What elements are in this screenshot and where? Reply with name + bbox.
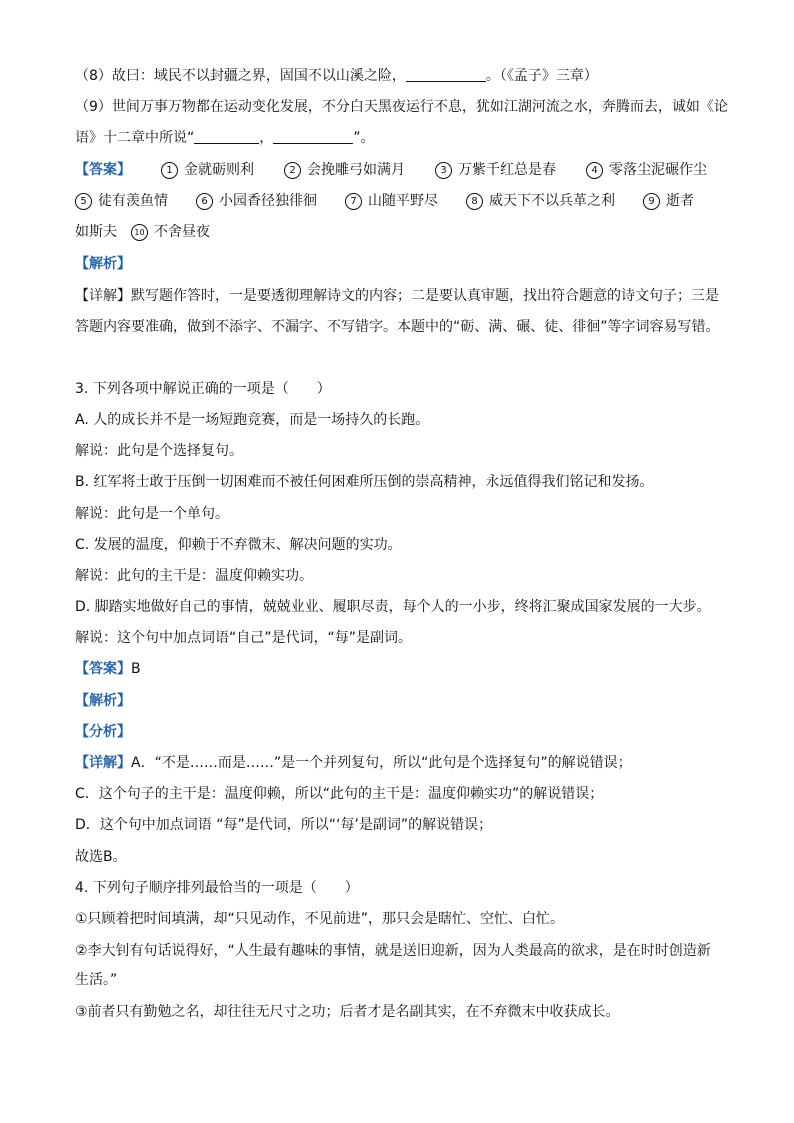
detail-tag: 【详解】 bbox=[75, 755, 131, 771]
q3-option-b-note: 解说：此句是一个单句。 bbox=[75, 506, 229, 522]
answer-text: 零落尘泥碾作尘 bbox=[609, 162, 707, 178]
answer-value: B bbox=[131, 661, 141, 677]
answer-item bbox=[345, 191, 438, 211]
q3-option-c: C. 发展的温度，仰赖于不弃微末、解决问题的实功。 bbox=[75, 537, 402, 553]
answer-item bbox=[435, 160, 556, 180]
q4-sentence-2-line1: ②李大钊有句话说得好，“人生最有趣味的事情，就是送旧迎新，因为人类最高的欲求，是在时时创造新 bbox=[75, 943, 711, 959]
q3-analyze-tag: 【分析】 bbox=[75, 724, 131, 740]
circled-number: 6 bbox=[196, 193, 213, 210]
answer-text: 徒有羡鱼情 bbox=[98, 193, 168, 209]
q3-analysis-tag: 【解析】 bbox=[75, 693, 131, 709]
q3-stem: 3. 下列各项中解说正确的一项是（ ） bbox=[75, 381, 331, 397]
answer-item bbox=[196, 191, 317, 211]
answer-item bbox=[586, 160, 707, 180]
answer-item bbox=[643, 191, 694, 211]
q2-answer-row-2 bbox=[75, 191, 698, 211]
answer-item bbox=[131, 222, 210, 242]
q4-sentence-3: ③前者只有勤勉之名，却往往无尺寸之功；后者才是名副其实，在不弃微末中收获成长。 bbox=[75, 1004, 620, 1020]
answer-item bbox=[75, 191, 168, 211]
q4-sentence-2-line2: 生活。” bbox=[75, 972, 118, 988]
answer-text: 不舍昼夜 bbox=[154, 224, 210, 240]
answer-text: 会挽雕弓如满月 bbox=[307, 162, 405, 178]
q3-option-a: A. 人的成长并不是一场短跑竞赛，而是一场持久的长跑。 bbox=[75, 412, 430, 428]
q3-detail-c: C．这个句子的主干是：温度仰赖，所以“此句的主干是：温度仰赖实功”的解说错误； bbox=[75, 786, 604, 802]
answer-blank bbox=[273, 129, 353, 144]
circled-number: 1 bbox=[161, 162, 178, 179]
q2-detail-line2: 答题内容要准确，做到不添字、不漏字、不写错字。本题中的“砺、满、碾、徒、徘徊”等字词容易写错。 bbox=[75, 319, 720, 335]
q3-option-d: D. 脚踏实地做好自己的事情，兢兢业业、履职尽责，每个人的一小步，终将汇聚成国家发展的一大步。 bbox=[75, 599, 711, 615]
circled-number: 8 bbox=[466, 193, 483, 210]
answer-wrap-text: 如斯夫 bbox=[75, 224, 117, 240]
circled-number: 4 bbox=[586, 162, 603, 179]
q3-answer bbox=[75, 659, 141, 679]
q4-sentence-1: ①只顾着把时间填满，却“只见动作，不见前进”，那只会是瞎忙、空忙、白忙。 bbox=[75, 911, 565, 927]
detail-text: A．“不是……而是……”是一个并列复句，所以“此句是个选择复句”的解说错误； bbox=[131, 755, 632, 771]
q3-option-c-note: 解说：此句的主干是：温度仰赖实功。 bbox=[75, 568, 313, 584]
answer-text: 逝者 bbox=[666, 193, 694, 209]
circled-number: 10 bbox=[131, 224, 148, 241]
answer-text: 山随平野尽 bbox=[368, 193, 438, 209]
answer-text: 金就砺则利 bbox=[184, 162, 254, 178]
answer-text: 万紫千红总是春 bbox=[458, 162, 556, 178]
q3-option-b: B. 红军将士敢于压倒一切困难而不被任何困难所压倒的崇高精神，永远值得我们铭记和发扬。 bbox=[75, 474, 654, 490]
circled-number: 7 bbox=[345, 193, 362, 210]
q2-item-9-line1: （9）世间万事万物都在运动变化发展，不分白天黑夜运行不息，犹如江湖河流之水，奔腾而去，诚如《论 bbox=[75, 99, 728, 115]
answer-tag: 【答案】 bbox=[75, 162, 131, 178]
q2-item-8 bbox=[75, 66, 598, 86]
answer-text: 小园香径独徘徊 bbox=[219, 193, 317, 209]
q2-answer-row-1 bbox=[75, 160, 711, 180]
item-9-comma: ， bbox=[259, 130, 274, 146]
q3-option-d-note: 解说：这个句中加点词语“自己”是代词，“每”是副词。 bbox=[75, 630, 413, 646]
answer-item bbox=[466, 191, 615, 211]
answer-tag: 【答案】 bbox=[75, 661, 131, 677]
answer-blank bbox=[194, 129, 259, 144]
answer-item bbox=[284, 160, 405, 180]
q2-item-9-line2 bbox=[75, 128, 375, 148]
item-8-source: 。（《孟子》三章） bbox=[485, 68, 598, 84]
circled-number: 3 bbox=[435, 162, 452, 179]
circled-number: 2 bbox=[284, 162, 301, 179]
item-9-end: ”。 bbox=[353, 130, 375, 146]
q3-option-a-note: 解说：此句是个选择复句。 bbox=[75, 443, 243, 459]
answer-text: 威天下不以兵革之利 bbox=[489, 193, 615, 209]
circled-number: 5 bbox=[75, 193, 92, 210]
q2-answer-row-3 bbox=[75, 222, 214, 242]
q4-stem: 4. 下列句子顺序排列最恰当的一项是（ ） bbox=[75, 880, 359, 896]
item-8-text: （8）故曰：域民不以封疆之界，固国不以山溪之险， bbox=[75, 68, 406, 84]
q3-detail-d: D．这个句中加点词语 “每”是代词，所以“‘每’是副词”的解说错误； bbox=[75, 817, 493, 833]
q2-analysis-tag: 【解析】 bbox=[75, 256, 131, 272]
q2-detail-line1: 【详解】默写题作答时，一是要透彻理解诗文的内容；二是要认真审题，找出符合题意的诗文句子；三是 bbox=[75, 288, 719, 304]
answer-item bbox=[161, 160, 254, 180]
answer-blank bbox=[406, 67, 486, 82]
q3-conclusion: 故选B。 bbox=[75, 849, 127, 865]
item-9-text: 语》十二章中所说“ bbox=[75, 130, 195, 146]
circled-number: 9 bbox=[643, 193, 660, 210]
q3-detail-a bbox=[75, 753, 632, 773]
